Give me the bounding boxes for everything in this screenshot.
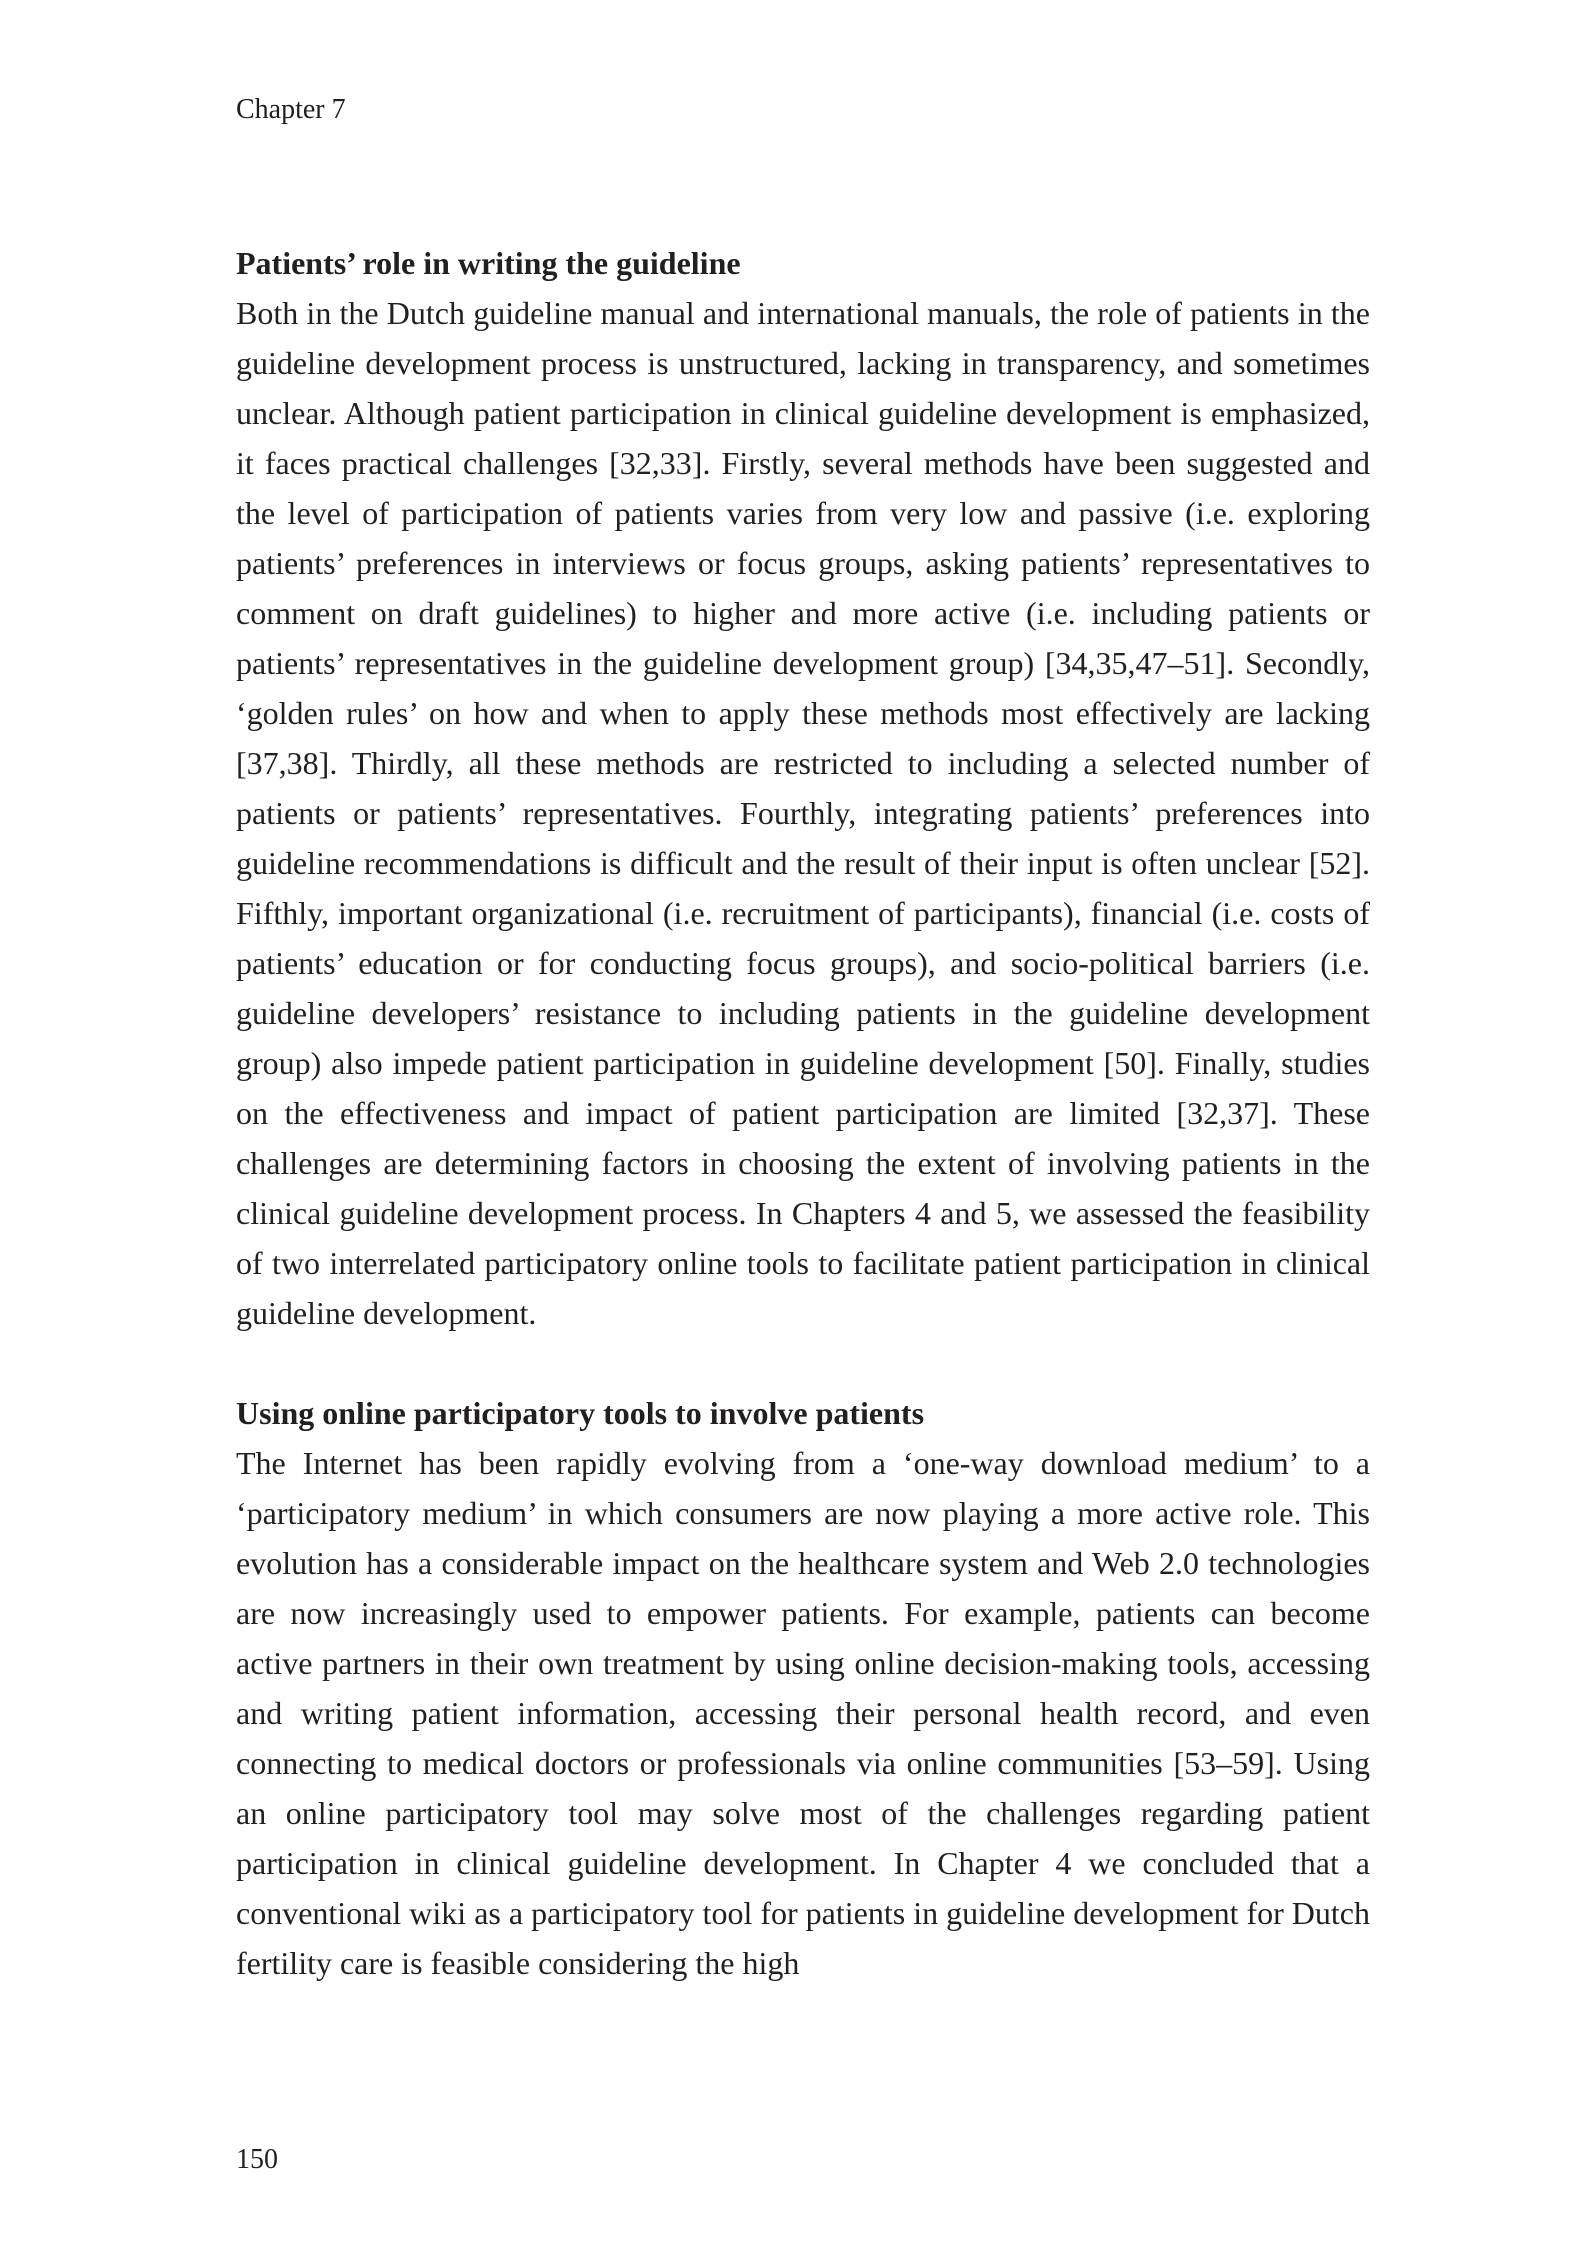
paragraph-online-tools: The Internet has been rapidly evolving from a ‘one-way download medium’ to a ‘participatory medium’ in which consumers are now playing a more active role. This evolution has a considerable impact on the healthcare system and Web 2.0 technologies are now increasingly used to empower patients. For example, patients can become active partners in their own treatment by using online decision-making tools, accessing and writing patient information, accessing their personal health record, and even connecting to medical doctors or professionals via online communities [53–59]. Using an online participatory tool may solve most of the challenges regarding patient participation in clinical guideline development. In Chapter 4 we concluded that a conventional wiki as a participatory tool for patients in guideline development for Dutch fertility care is feasible considering the high: [236, 1445, 1370, 1981]
section-heading-patients-role: Patients’ role in writing the guideline: [236, 245, 741, 281]
section-heading-online-tools: Using online participatory tools to involve patients: [236, 1395, 925, 1431]
page-number: 150: [236, 2144, 278, 2175]
running-head: Chapter 7: [236, 94, 346, 125]
section-spacer: [236, 1338, 1370, 1388]
page-body: [236, 238, 1370, 1988]
paragraph-patients-role: Both in the Dutch guideline manual and international manuals, the role of patients in the guideline development process is unstructured, lacking in transparency, and sometimes unclear. Although patient participation in clinical guideline development is emphasized, it faces practical challenges [32,33]. Firstly, several methods have been suggested and the level of participation of patients varies from very low and passive (i.e. exploring patients’ preferences in interviews or focus groups, asking patients’ representatives to comment on draft guidelines) to higher and more active (i.e. including patients or patients’ representatives in the guideline development group) [34,35,47–51]. Secondly, ‘golden rules’ on how and when to apply these methods most effectively are lacking [37,38]. Thirdly, all these methods are restricted to including a selected number of patients or patients’ representatives. Fourthly, integrating patients’ preferences into guideline recommendations is difficult and the result of their input is often unclear [52]. Fifthly, important organizational (i.e. recruitment of participants), financial (i.e. costs of patients’ education or for conducting focus groups), and socio-political barriers (i.e. guideline developers’ resistance to including patients in the guideline development group) also impede patient participation in guideline development [50]. Finally, studies on the effectiveness and impact of patient participation are limited [32,37]. These challenges are determining factors in choosing the extent of involving patients in the clinical guideline development process. In Chapters 4 and 5, we assessed the feasibility of two interrelated participatory online tools to facilitate patient participation in clinical guideline development.: [236, 295, 1370, 1331]
